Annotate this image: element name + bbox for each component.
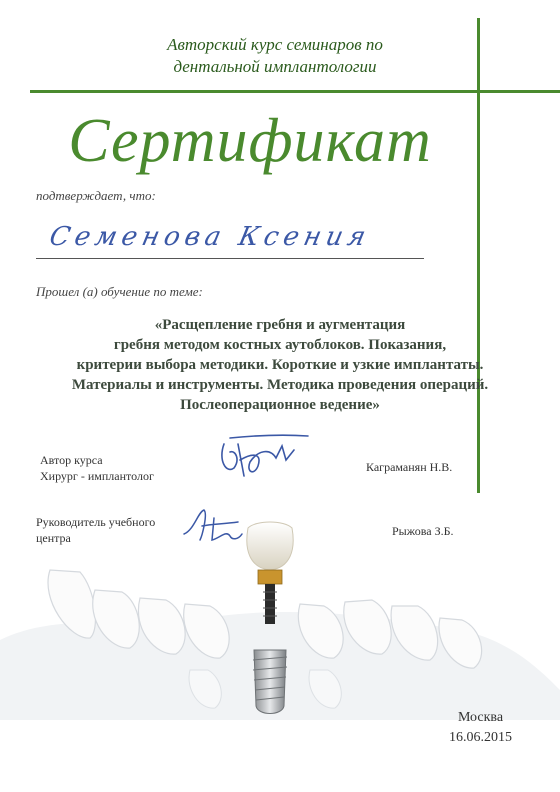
course-topic <box>30 315 530 415</box>
frame-horizontal-line <box>30 90 560 93</box>
director-name: Рыжова З.Б. <box>392 524 454 538</box>
topic-line: «Расщепление гребня и аугментация <box>154 317 406 333</box>
author-role-line-1: Автор курса <box>40 453 103 467</box>
completed-label: Прошел (а) обучение по теме: <box>36 284 203 299</box>
recipient-name: Семенова Ксения <box>46 222 374 252</box>
place-and-date <box>449 708 512 748</box>
topic-line: критерии выбора методики. Короткие и узкие имплантаты. <box>76 357 484 373</box>
name-underline <box>36 258 424 259</box>
header-line-2: дентальной имплантологии <box>173 57 377 76</box>
director-role-line-2: центра <box>36 531 71 545</box>
confirms-label: подтверждает, что: <box>36 188 156 203</box>
director-role-line-1: Руководитель учебного <box>36 515 156 529</box>
topic-line: Материалы и инструменты. Методика проведения операций. <box>71 377 489 393</box>
city: Москва <box>457 710 504 725</box>
course-header <box>100 34 450 78</box>
author-name: Каграманян Н.В. <box>366 460 453 474</box>
topic-line: Послеоперационное ведение» <box>180 397 380 413</box>
dental-implant-illustration <box>0 520 560 720</box>
author-role-line-2: Хирург - имплантолог <box>40 469 154 483</box>
issue-date: 16.06.2015 <box>449 730 512 745</box>
author-role <box>40 452 154 484</box>
topic-line: гребня методом костных аутоблоков. Показания, <box>113 337 447 353</box>
author-signature <box>210 430 320 490</box>
certificate-title: Сертификат <box>68 107 432 175</box>
header-line-1: Авторский курс семинаров по <box>167 35 383 54</box>
